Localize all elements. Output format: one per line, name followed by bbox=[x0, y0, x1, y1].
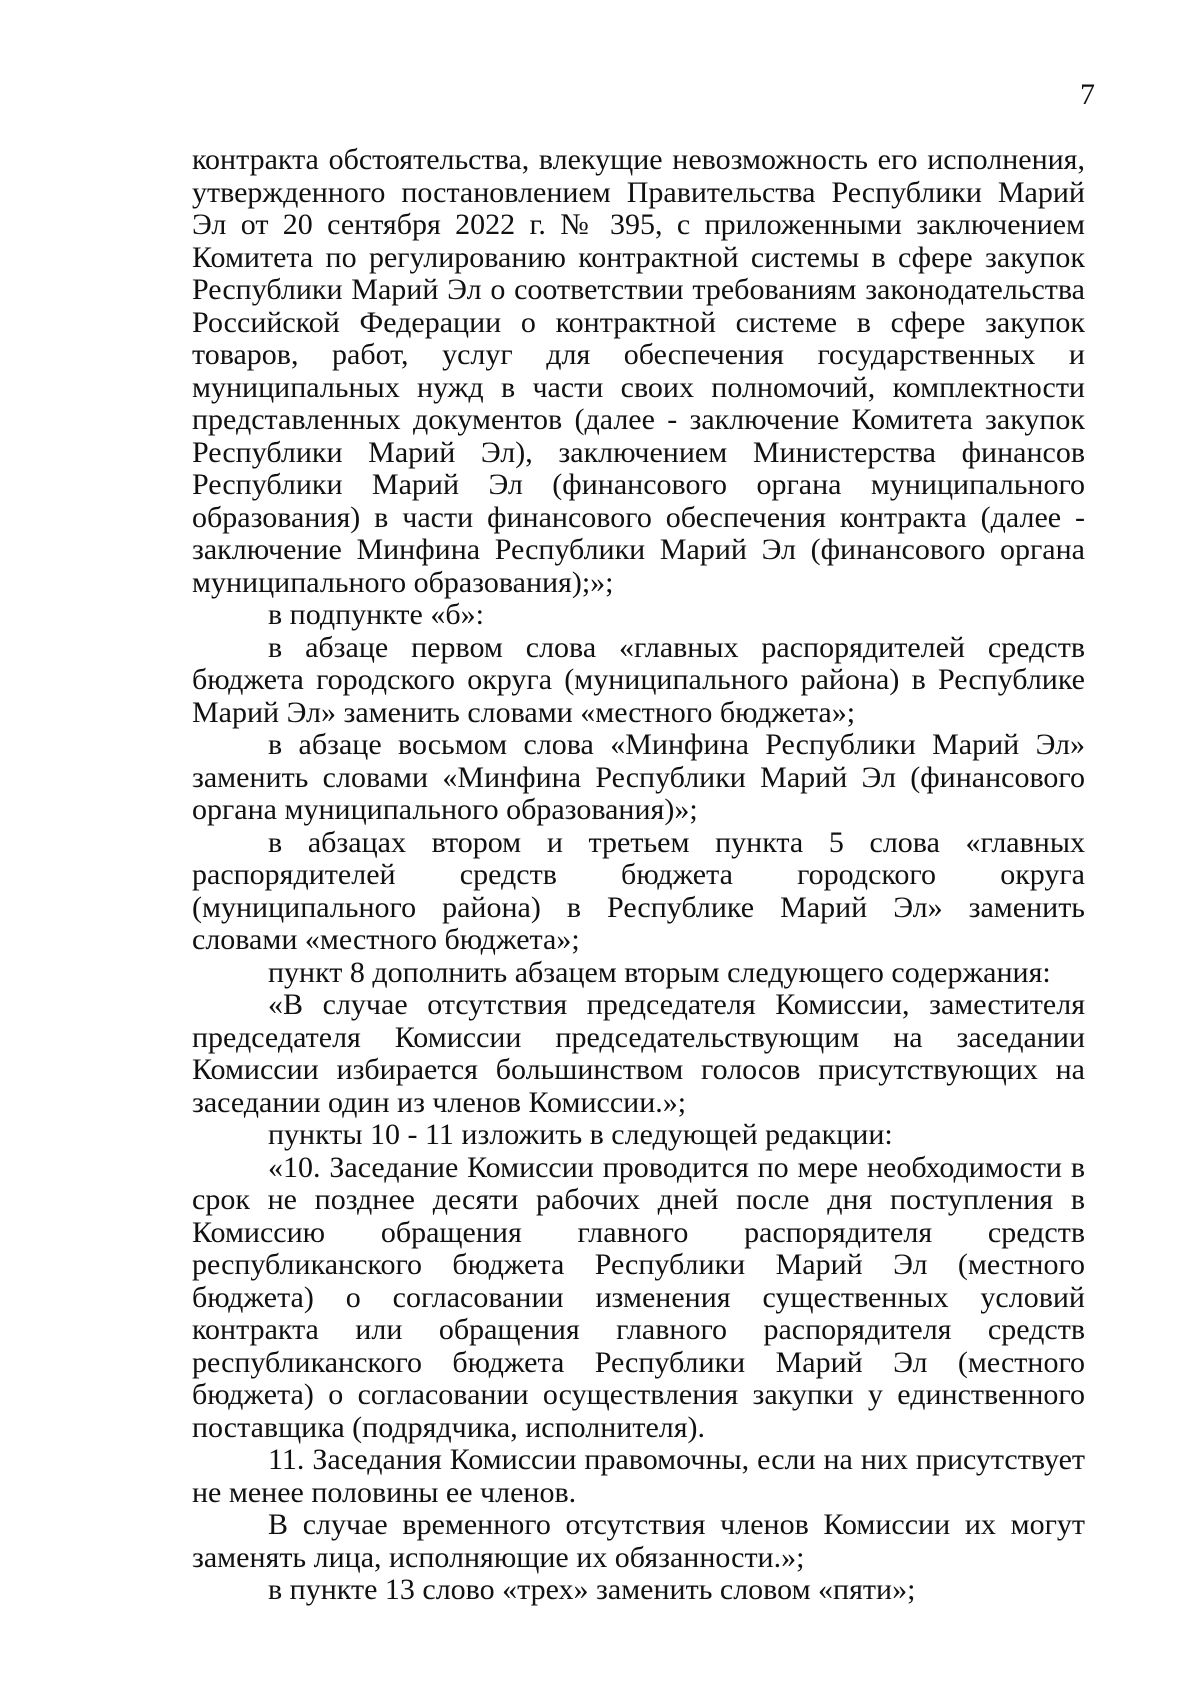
paragraph-chair-absence: «В случае отсутствия председателя Комиссии, заместителя председателя Комиссии председательствующим на заседании Комиссии избирается большинством голосов присутствующих на заседании один из членов Комиссии.»; bbox=[192, 988, 1085, 1119]
paragraph-temporary-absence: В случае временного отсутствия членов Комиссии их могут заменять лица, исполняющие их обязанности.»; bbox=[192, 1508, 1085, 1574]
paragraph-subitem-b: в подпункте «б»: bbox=[268, 598, 484, 631]
paragraph-point-13: в пункте 13 слово «трех» заменить словом «пяти»; bbox=[268, 1573, 916, 1606]
paragraph-point-8: пункт 8 дополнить абзацем вторым следующего содержания: bbox=[268, 955, 1051, 989]
document-body bbox=[192, 144, 1085, 1607]
paragraph-eighth-abzac: в абзаце восьмом слова «Минфина Республики Марий Эл» заменить словами «Минфина Республики Марий Эл (финансового органа муниципального образования)»; bbox=[192, 728, 1085, 826]
paragraph-point-11: 11. Заседания Комиссии правомочны, если на них присутствует не менее половины ее членов. bbox=[192, 1443, 1085, 1509]
paragraph-points-10-11: пункты 10 - 11 изложить в следующей редакции: bbox=[268, 1118, 893, 1151]
paragraph-contract-circumstances: контракта обстоятельства, влекущие невозможность его исполнения, утвержденного постановлением Правительства Республики Марий Эл от 20 сентября 2022 г. № 395, с приложенными заключением Комитета по регулированию контрактной системы в сфере закупок Республики Марий Эл о соответствии требованиям законодательства Российской Федерации о контрактной системе в сфере закупок товаров, работ, услуг для обеспечения государственных и муниципальных нужд в части своих полномочий, комплектности представленных документов (далее - заключение Комитета закупок Республики Марий Эл), заключением Министерства финансов Республики Марий Эл (финансового органа муниципального образования) в части финансового обеспечения контракта (далее - заключение Минфина Республики Марий Эл (финансового органа муниципального образования);»; bbox=[192, 143, 1085, 599]
paragraph-point-10: «10. Заседание Комиссии проводится по мере необходимости в срок не позднее десяти рабочих дней после дня поступления в Комиссию обращения главного распорядителя средств республиканского бюджета Республики Марий Эл (местного бюджета) о согласовании изменения существенных условий контракта или обращения главного распорядителя средств республиканского бюджета Республики Марий Эл (местного бюджета) о согласовании осуществления закупки у единственного поставщика (подрядчика, исполнителя). bbox=[192, 1150, 1085, 1444]
paragraph-first-abzac: в абзаце первом слова «главных распорядителей средств бюджета городского округа (муниципального района) в Республике Марий Эл» заменить словами «местного бюджета»; bbox=[192, 630, 1085, 729]
page-number: 7 bbox=[1080, 78, 1095, 111]
paragraph-point-5: в абзацах втором и третьем пункта 5 слова «главных распорядителей средств бюджета городского округа (муниципального района) в Республике Марий Эл» заменить словами «местного бюджета»; bbox=[192, 825, 1085, 956]
